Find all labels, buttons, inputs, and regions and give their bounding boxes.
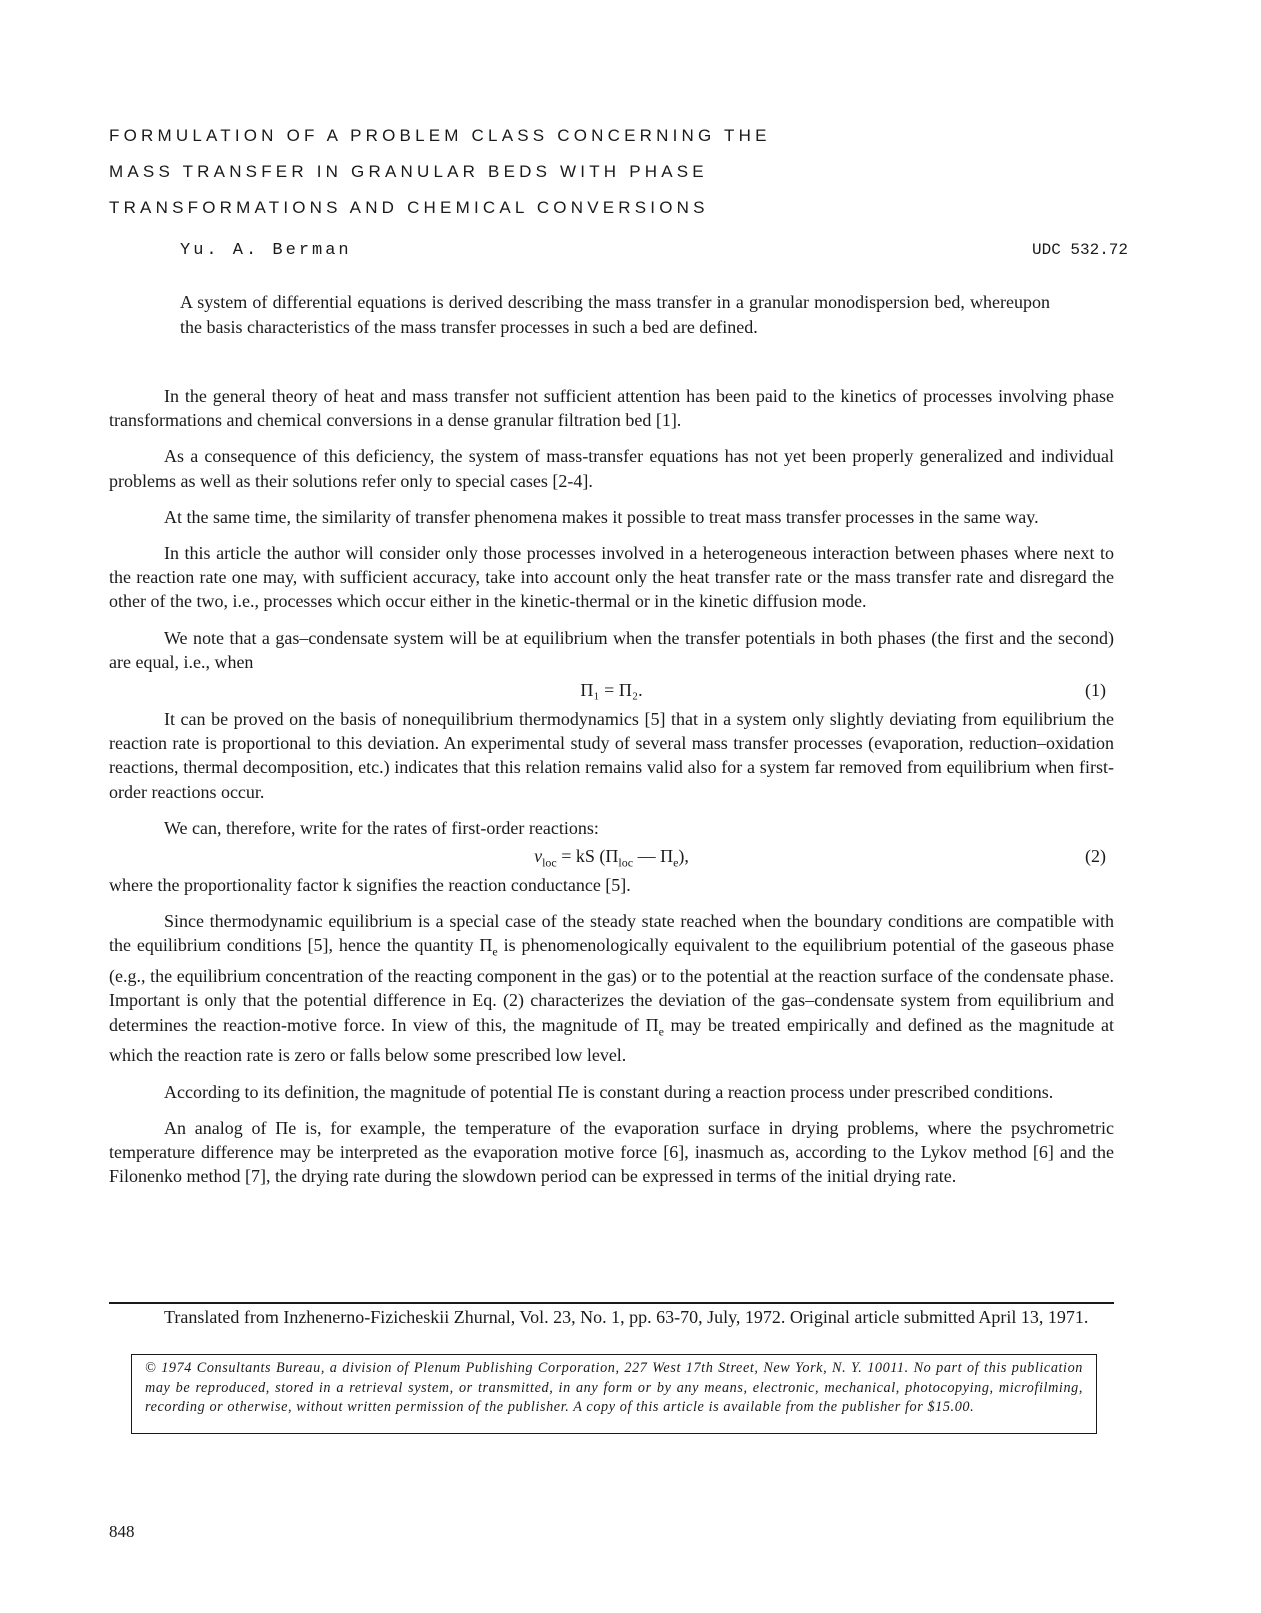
paragraph: where the proportionality factor k signifies the reaction conductance [5]. xyxy=(109,875,631,896)
author-name: Yu. A. Berman xyxy=(180,241,352,260)
equation-1-number: (1) xyxy=(1085,680,1106,701)
paragraph: It can be proved on the basis of nonequilibrium thermodynamics [5] that in a system only slightly deviating from equilibrium the reaction rate is proportional to this deviation. An experimental study of several mass transfer processes (evaporation, reduction–oxidation reactions, thermal decomposition, etc.) indicates that this relation remains valid also for a system far removed from equilibrium when first-order reactions occur. xyxy=(109,709,1114,802)
translation-footnote: Translated from Inzhenerno-Fizicheskii Zhurnal, Vol. 23, No. 1, pp. 63-70, July, 1972. Original article submitted April 13, 1971. xyxy=(164,1307,1089,1327)
paragraph: According to its definition, the magnitude of potential Πe is constant during a reaction process under prescribed conditions. xyxy=(164,1081,1054,1102)
paragraph: We note that a gas–condensate system will be at equilibrium when the transfer potentials in both phases (the first and the second) are equal, i.e., when xyxy=(109,627,1114,672)
udc-code: UDC 532.72 xyxy=(1031,241,1128,259)
equation-1-body: Π₁ = Π₂. xyxy=(580,680,643,701)
paragraph: An analog of Πe is, for example, the temperature of the evaporation surface in drying problems, where the psychrometric temperature difference may be interpreted as the evaporation motive force [6], inasmuch as, according to the Lykov method [6] and the Filonenko method [7], the drying rate during the slowdown period can be expressed in terms of the initial drying rate. xyxy=(109,1117,1114,1187)
paragraph: As a consequence of this deficiency, the system of mass-transfer equations has not yet been properly generalized and individual problems as well as their solutions refer only to special cases [2-4]. xyxy=(109,446,1114,491)
equation-1 xyxy=(109,677,1114,703)
equation-2 xyxy=(109,843,1114,869)
title-line-1: FORMULATION OF A PROBLEM CLASS CONCERNING THE xyxy=(109,126,771,145)
paragraph: Since thermodynamic equilibrium is a special case of the steady state reached when the boundary conditions are compatible with the equilibrium conditions [5], hence the quantity $\Pi_e$ is phenomenologically equivalent to the equilibrium potential of the gaseous phase (e.g., the equilibrium concentration of the reacting component in the gas) or to the potential at the reaction surface of the condensate phase. Important is only that the potential difference in Eq. (2) characterizes the deviation of the gas–condensate system from equilibrium and determines the reaction-motive force. In view of this, the magnitude of $\Pi_e$ may be treated empirically and defined as the magnitude at which the reaction rate is zero or falls below some prescribed low level. xyxy=(109,911,1114,1066)
equation-2-number: (2) xyxy=(1085,846,1106,867)
abstract: A system of differential equations is derived describing the mass transfer in a granular monodispersion bed, whereupon the basis characteristics of the mass transfer processes in such a bed are defined. xyxy=(180,292,1050,337)
equation-2-body: $v_{loc}$ = kS ($\Pi_{loc}$ — $\Pi_e$), xyxy=(534,846,689,870)
paragraph: We can, therefore, write for the rates of first-order reactions: xyxy=(164,817,599,838)
title-line-2: MASS TRANSFER IN GRANULAR BEDS WITH PHASE xyxy=(109,162,708,181)
copyright-box: © 1974 Consultants Bureau, a division of Plenum Publishing Corporation, 227 West 17th Street, New York, N. Y. 10011. No part of this publication may be reproduced, stored in a retrieval system, or transmitted, in any form or by any means, electronic, mechanical, photocopying, microfilming, recording or otherwise, without written permission of the publisher. A copy of this article is available from the publisher for $15.00. xyxy=(131,1354,1097,1434)
paragraph: In this article the author will consider only those processes involved in a heterogeneous interaction between phases where next to the reaction rate one may, with sufficient accuracy, take into account only the heat transfer rate or the mass transfer rate and disregard the other of the two, i.e., processes which occur either in the kinetic-thermal or in the kinetic diffusion mode. xyxy=(109,543,1114,612)
paragraph: In the general theory of heat and mass transfer not sufficient attention has been paid to the kinetics of processes involving phase transformations and chemical conversions in a dense granular filtration bed [1]. xyxy=(109,386,1114,431)
title-line-3: TRANSFORMATIONS AND CHEMICAL CONVERSIONS xyxy=(109,198,709,217)
paragraph: At the same time, the similarity of transfer phenomena makes it possible to treat mass transfer processes in the same way. xyxy=(164,506,1039,527)
body-text xyxy=(109,384,1114,1200)
article-title xyxy=(109,118,1009,226)
page-number: 848 xyxy=(109,1522,135,1541)
footnote-divider xyxy=(109,1302,1114,1304)
